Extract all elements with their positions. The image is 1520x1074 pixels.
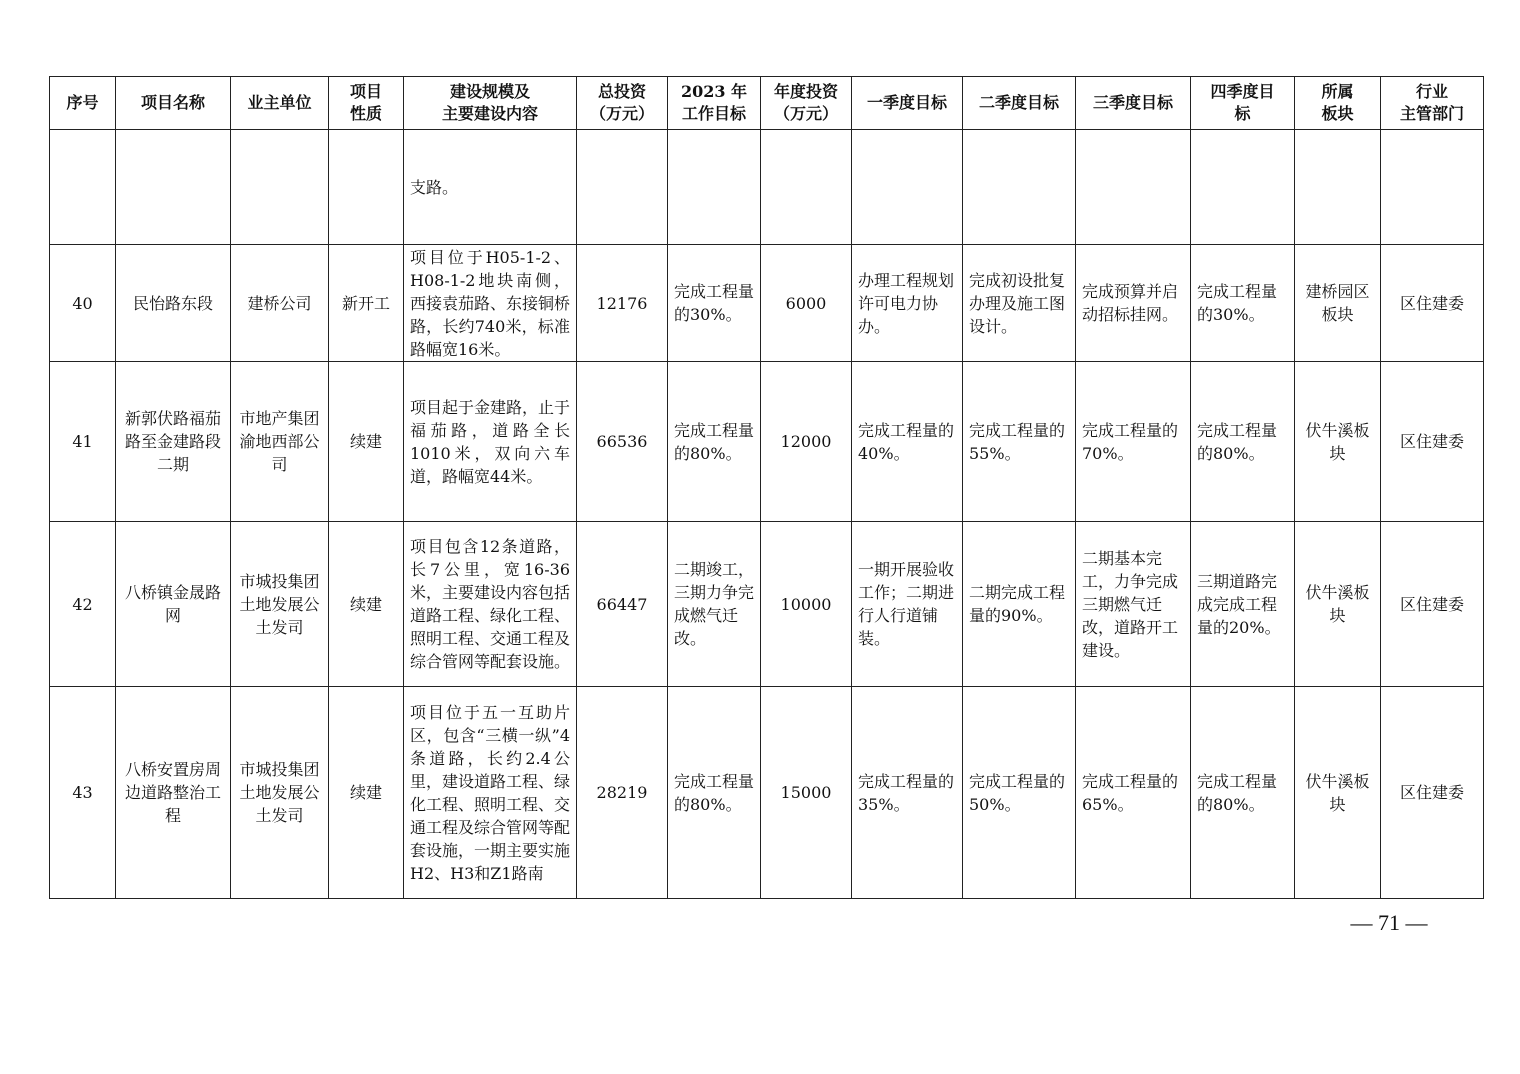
cell-q4: 三期道路完成完成工程量的20%。: [1191, 522, 1295, 687]
cell-total: 66447: [577, 522, 668, 687]
cell-total: 66536: [577, 362, 668, 522]
cell-no: 40: [50, 245, 116, 362]
header-row: [50, 77, 1484, 130]
cell-nature: 续建: [329, 687, 404, 899]
header-name: 项目名称: [116, 77, 231, 130]
cell-name: 八桥镇金晟路网: [116, 522, 231, 687]
cell-q4: [1191, 130, 1295, 245]
cell-sector: 伏牛溪板块: [1295, 687, 1381, 899]
header-total: 总投资 （万元）: [577, 77, 668, 130]
cell-total: 28219: [577, 687, 668, 899]
cell-owner: [231, 130, 329, 245]
cell-q3: 完成工程量的65%。: [1076, 687, 1191, 899]
cell-annual: 12000: [761, 362, 852, 522]
cell-annual: [761, 130, 852, 245]
cell-content: 项目起于金建路，止于福茄路，道路全长1010米，双向六车道，路幅宽44米。: [404, 362, 577, 522]
cell-no: 41: [50, 362, 116, 522]
cell-q3: 完成预算并启动招标挂网。: [1076, 245, 1191, 362]
header-q3: 三季度目标: [1076, 77, 1191, 130]
cell-content: 项目位于五一互助片区，包含“三横一纵”4条道路，长约2.4公里，建设道路工程、绿化工程、照明工程、交通工程及综合管网等配套设施，一期主要实施H2、H3和Z1路南: [404, 687, 577, 899]
header-owner: 业主单位: [231, 77, 329, 130]
cell-no: 43: [50, 687, 116, 899]
cell-dept: [1381, 130, 1484, 245]
header-no: 序号: [50, 77, 116, 130]
cell-q1: 完成工程量的40%。: [852, 362, 963, 522]
cell-q2: 完成工程量的50%。: [963, 687, 1076, 899]
header-q2: 二季度目标: [963, 77, 1076, 130]
cell-q4: 完成工程量的80%。: [1191, 687, 1295, 899]
cell-owner: 市城投集团土地发展公土发司: [231, 687, 329, 899]
header-q1: 一季度目标: [852, 77, 963, 130]
header-q4: 四季度目 标: [1191, 77, 1295, 130]
cell-owner: 建桥公司: [231, 245, 329, 362]
cell-sector: 建桥园区板块: [1295, 245, 1381, 362]
cell-annual: 10000: [761, 522, 852, 687]
cell-dept: 区住建委: [1381, 362, 1484, 522]
header-dept: 行业 主管部门: [1381, 77, 1484, 130]
cell-annual: 15000: [761, 687, 852, 899]
cell-q2: [963, 130, 1076, 245]
header-annual: 年度投资 （万元）: [761, 77, 852, 130]
cell-q2: 二期完成工程量的90%。: [963, 522, 1076, 687]
cell-goal: 二期竣工，三期力争完成燃气迁改。: [668, 522, 761, 687]
cell-q3: 二期基本完工，力争完成三期燃气迁改，道路开工建设。: [1076, 522, 1191, 687]
cell-dept: 区住建委: [1381, 687, 1484, 899]
cell-total: 12176: [577, 245, 668, 362]
cell-q3: 完成工程量的70%。: [1076, 362, 1191, 522]
table-row: [50, 687, 1484, 899]
cell-total: [577, 130, 668, 245]
header-content: 建设规模及 主要建设内容: [404, 77, 577, 130]
cell-nature: 新开工: [329, 245, 404, 362]
header-goal: 2023 年 工作目标: [668, 77, 761, 130]
cell-q3: [1076, 130, 1191, 245]
cell-content: 项目包含12条道路，长7公里，宽16-36米，主要建设内容包括道路工程、绿化工程、照明工程、交通工程及综合管网等配套设施。: [404, 522, 577, 687]
cell-name: [116, 130, 231, 245]
cell-goal: 完成工程量的30%。: [668, 245, 761, 362]
cell-q2: 完成初设批复办理及施工图设计。: [963, 245, 1076, 362]
table-row: [50, 522, 1484, 687]
table-row: [50, 245, 1484, 362]
cell-name: 新郭伏路福茄路至金建路段二期: [116, 362, 231, 522]
cell-name: 民怡路东段: [116, 245, 231, 362]
table-row: [50, 130, 1484, 245]
cell-no: [50, 130, 116, 245]
project-table: [49, 76, 1484, 899]
header-nature: 项目 性质: [329, 77, 404, 130]
cell-q1: [852, 130, 963, 245]
cell-sector: 伏牛溪板块: [1295, 522, 1381, 687]
cell-sector: [1295, 130, 1381, 245]
cell-dept: 区住建委: [1381, 522, 1484, 687]
cell-goal: 完成工程量的80%。: [668, 687, 761, 899]
cell-no: 42: [50, 522, 116, 687]
cell-owner: 市地产集团渝地西部公司: [231, 362, 329, 522]
cell-annual: 6000: [761, 245, 852, 362]
cell-owner: 市城投集团土地发展公土发司: [231, 522, 329, 687]
cell-q4: 完成工程量的80%。: [1191, 362, 1295, 522]
cell-goal: [668, 130, 761, 245]
cell-q2: 完成工程量的55%。: [963, 362, 1076, 522]
cell-name: 八桥安置房周边道路整治工程: [116, 687, 231, 899]
cell-nature: [329, 130, 404, 245]
cell-goal: 完成工程量的80%。: [668, 362, 761, 522]
cell-q1: 完成工程量的35%。: [852, 687, 963, 899]
table-row: [50, 362, 1484, 522]
cell-dept: 区住建委: [1381, 245, 1484, 362]
cell-q1: 一期开展验收工作；二期进行人行道铺装。: [852, 522, 963, 687]
cell-q1: 办理工程规划许可电力协办。: [852, 245, 963, 362]
cell-q4: 完成工程量的30%。: [1191, 245, 1295, 362]
cell-content: 项目位于H05-1-2、H08-1-2地块南侧，西接袁茄路、东接铜桥路，长约740米，标准路幅宽16米。: [404, 245, 577, 362]
cell-nature: 续建: [329, 522, 404, 687]
cell-content: 支路。: [404, 130, 577, 245]
cell-nature: 续建: [329, 362, 404, 522]
header-sector: 所属 板块: [1295, 77, 1381, 130]
cell-sector: 伏牛溪板块: [1295, 362, 1381, 522]
page-number: — 71 —: [1350, 910, 1428, 935]
